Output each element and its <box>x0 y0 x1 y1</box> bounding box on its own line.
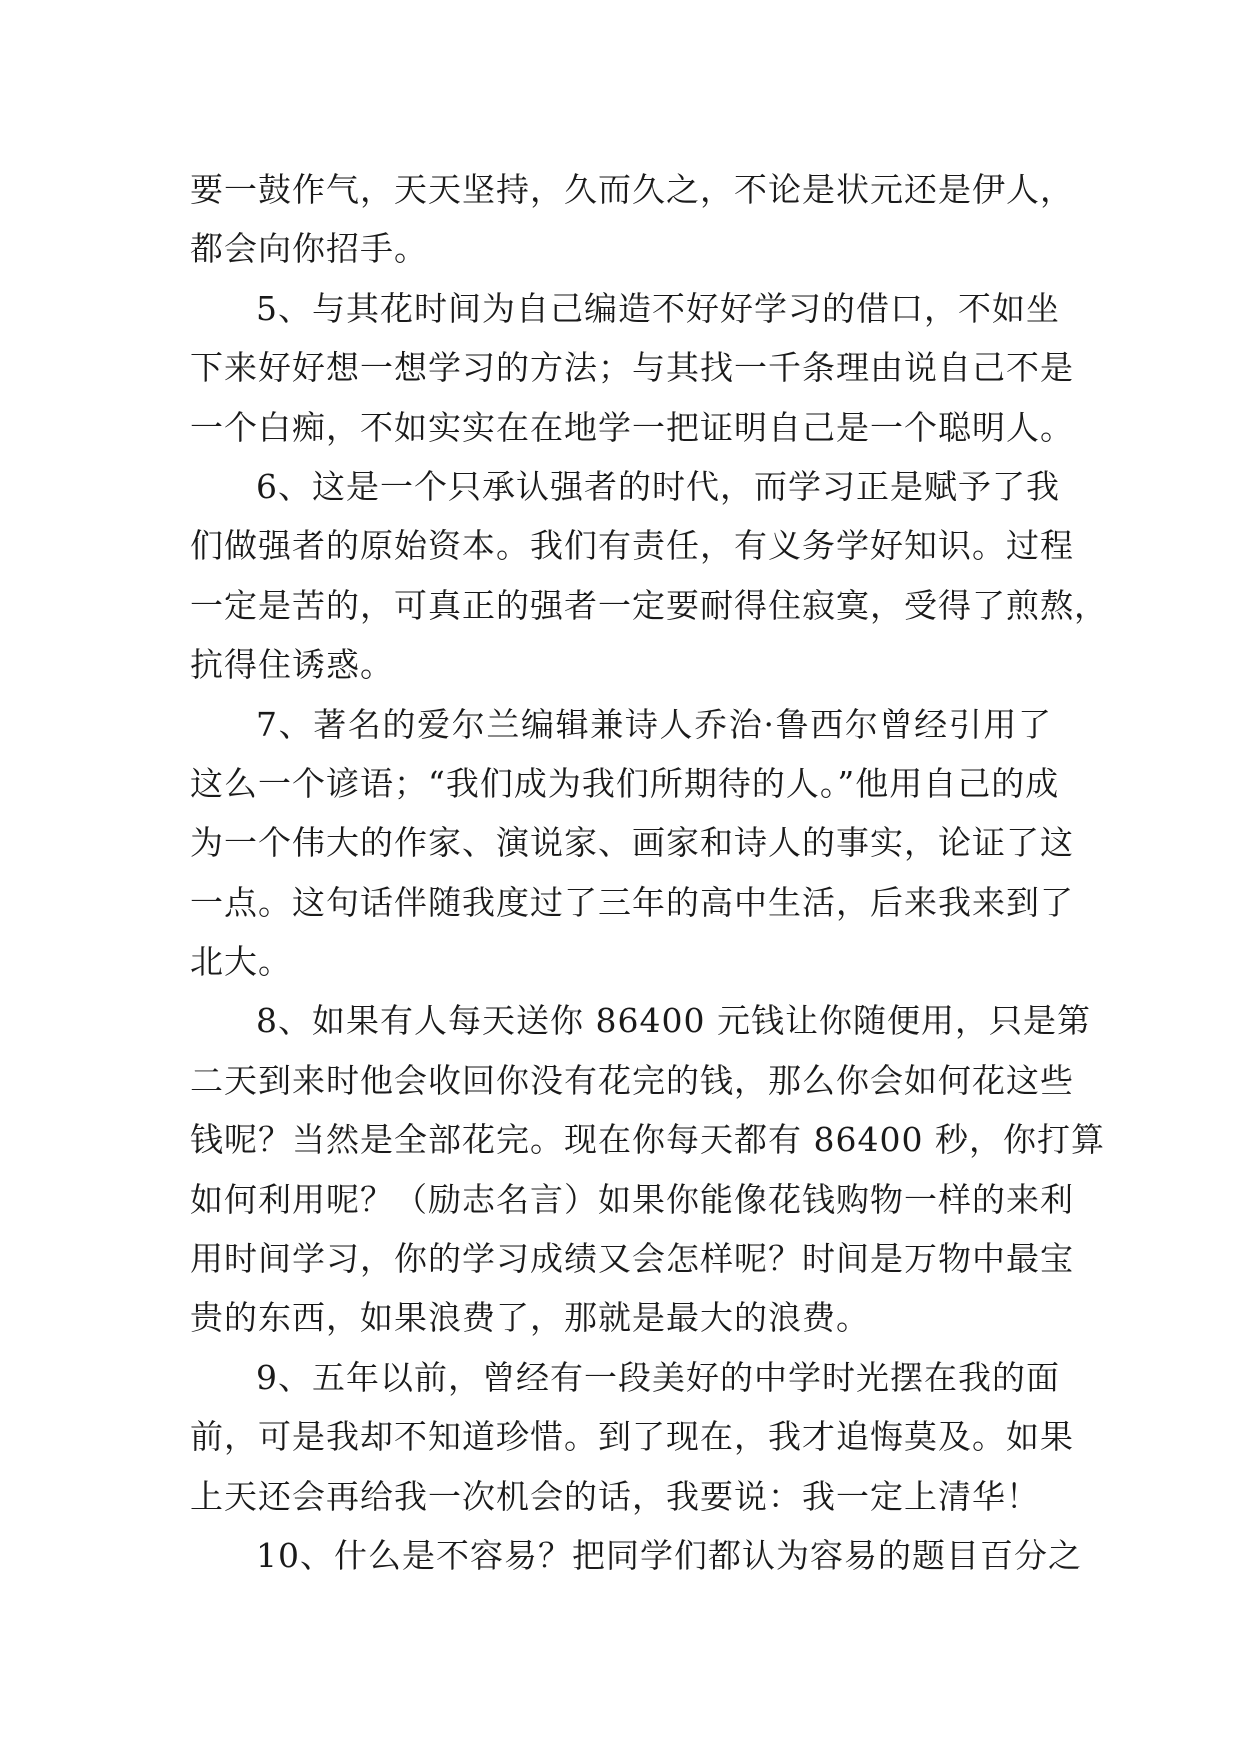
document-body <box>190 160 1108 1585</box>
paragraph-6 <box>190 457 1108 695</box>
text-line: 6、这是一个只承认强者的时代，而学习正是赋予了我 <box>256 466 1060 506</box>
text-line: 要一鼓作气，天天坚持，久而久之，不论是状元还是伊人， <box>190 170 1074 209</box>
text-line: 这么一个谚语；“我们成为我们所期待的人。”他用自己的成 <box>190 763 1060 803</box>
text-line: 8、如果有人每天送你 86400 元钱让你随便用，只是第 <box>256 1001 1091 1041</box>
text-line: 7、著名的爱尔兰编辑兼诗人乔治·鲁西尔曾经引用了 <box>256 704 1052 744</box>
text-line: 上天还会再给我一次机会的话，我要说：我一定上清华！ <box>190 1476 1040 1516</box>
paragraph-9 <box>190 1348 1074 1526</box>
text-line: 如何利用呢？（励志名言）如果你能像花钱购物一样的来利 <box>190 1179 1074 1219</box>
text-line: 10、什么是不容易？把同学们都认为容易的题目百分之 <box>256 1535 1082 1575</box>
text-line: 用时间学习，你的学习成绩又会怎样呢？时间是万物中最宝 <box>190 1239 1074 1279</box>
text-line: 一点。这句话伴随我度过了三年的高中生活，后来我来到了 <box>190 882 1074 922</box>
paragraph-continuation <box>190 160 1074 279</box>
text-line: 抗得住诱惑。 <box>190 645 394 685</box>
text-line: 都会向你招手。 <box>190 229 428 269</box>
text-line: 下来好好想一想学习的方法；与其找一千条理由说自己不是 <box>190 348 1074 388</box>
text-line: 钱呢？当然是全部花完。现在你每天都有 86400 秒，你打算 <box>190 1120 1105 1160</box>
text-line: 为一个伟大的作家、演说家、画家和诗人的事实，论证了这 <box>190 823 1074 863</box>
text-line: 贵的东西，如果浪费了，那就是最大的浪费。 <box>190 1298 870 1338</box>
text-line: 二天到来时他会收回你没有花完的钱，那么你会如何花这些 <box>190 1060 1074 1100</box>
text-line: 一定是苦的，可真正的强者一定要耐得住寂寞，受得了煎熬， <box>190 585 1108 625</box>
text-line: 们做强者的原始资本。我们有责任，有义务学好知识。过程 <box>190 526 1074 566</box>
paragraph-8 <box>190 991 1105 1347</box>
text-line: 5、与其花时间为自己编造不好好学习的借口，不如坐 <box>256 288 1060 328</box>
text-line: 前，可是我却不知道珍惜。到了现在，我才追悔莫及。如果 <box>190 1417 1074 1457</box>
text-line: 一个白痴，不如实实在在地学一把证明自己是一个聪明人。 <box>190 407 1074 447</box>
paragraph-5 <box>190 279 1074 457</box>
text-line: 9、五年以前，曾经有一段美好的中学时光摆在我的面 <box>256 1357 1060 1397</box>
text-line: 北大。 <box>190 942 292 982</box>
paragraph-7 <box>190 695 1074 992</box>
paragraph-10 <box>190 1526 1082 1585</box>
